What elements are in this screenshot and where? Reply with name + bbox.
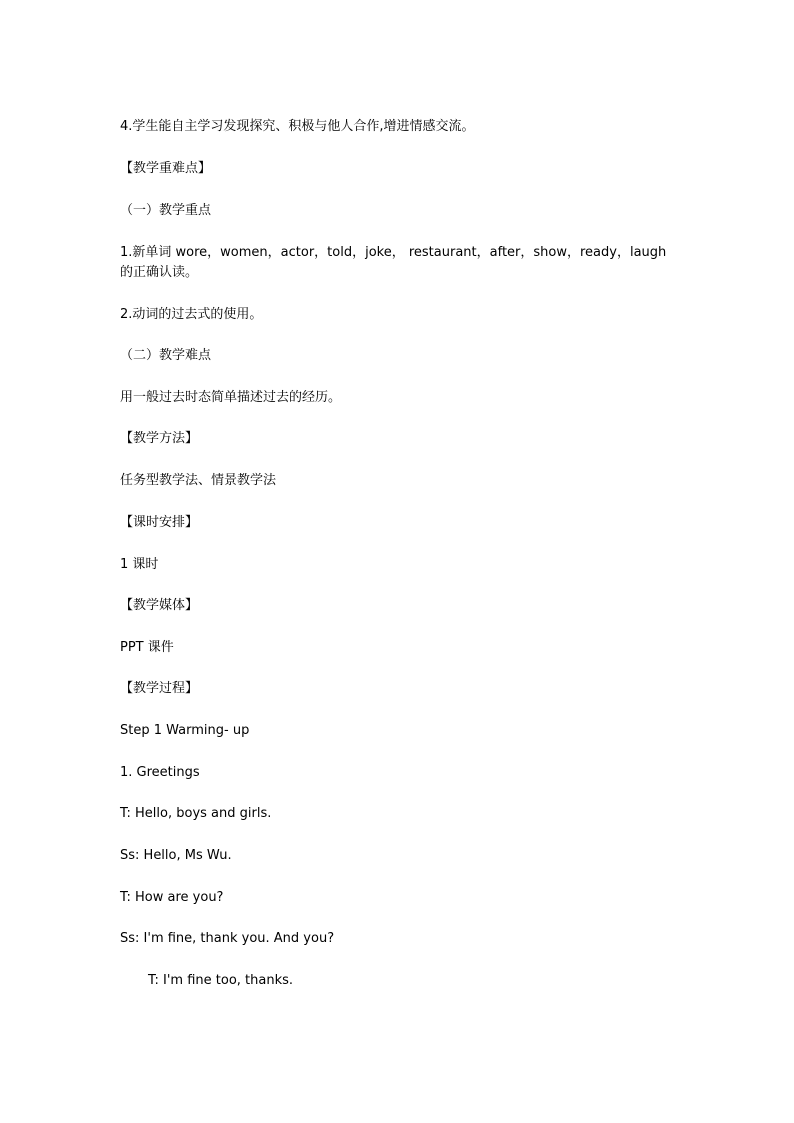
step-1: Step 1 Warming- up <box>120 723 250 738</box>
method-text: 任务型教学法、情景教学法 <box>120 473 277 488</box>
dialogue-line-1: T: Hello, boys and girls. <box>120 806 272 821</box>
key-point-1: 1.新单词 wore，women，actor，told，joke， restaurant，after，show，ready，laugh 的正确认读。 <box>120 245 667 280</box>
subheading-key-points: （一）教学重点 <box>120 203 212 218</box>
heading-schedule: 【课时安排】 <box>120 515 199 530</box>
heading-media: 【教学媒体】 <box>120 598 199 613</box>
heading-key-difficult: 【教学重难点】 <box>120 161 212 176</box>
heading-method: 【教学方法】 <box>120 431 199 446</box>
key-point-2: 2.动词的过去式的使用。 <box>120 307 263 322</box>
media-text: PPT 课件 <box>120 640 174 655</box>
dialogue-line-2: Ss: Hello, Ms Wu. <box>120 848 232 863</box>
dialogue-line-3: T: How are you? <box>120 890 224 905</box>
objective-4: 4.学生能自主学习发现探究、积极与他人合作,增进情感交流。 <box>120 119 475 134</box>
dialogue-line-5: T: I'm fine too, thanks. <box>148 973 294 988</box>
subheading-difficult-points: （二）教学难点 <box>120 348 212 363</box>
difficult-point-1: 用一般过去时态简单描述过去的经历。 <box>120 390 342 405</box>
heading-process: 【教学过程】 <box>120 681 199 696</box>
greetings-item: 1. Greetings <box>120 765 200 780</box>
schedule-text: 1 课时 <box>120 557 159 572</box>
dialogue-line-4: Ss: I'm fine, thank you. And you? <box>120 931 335 946</box>
